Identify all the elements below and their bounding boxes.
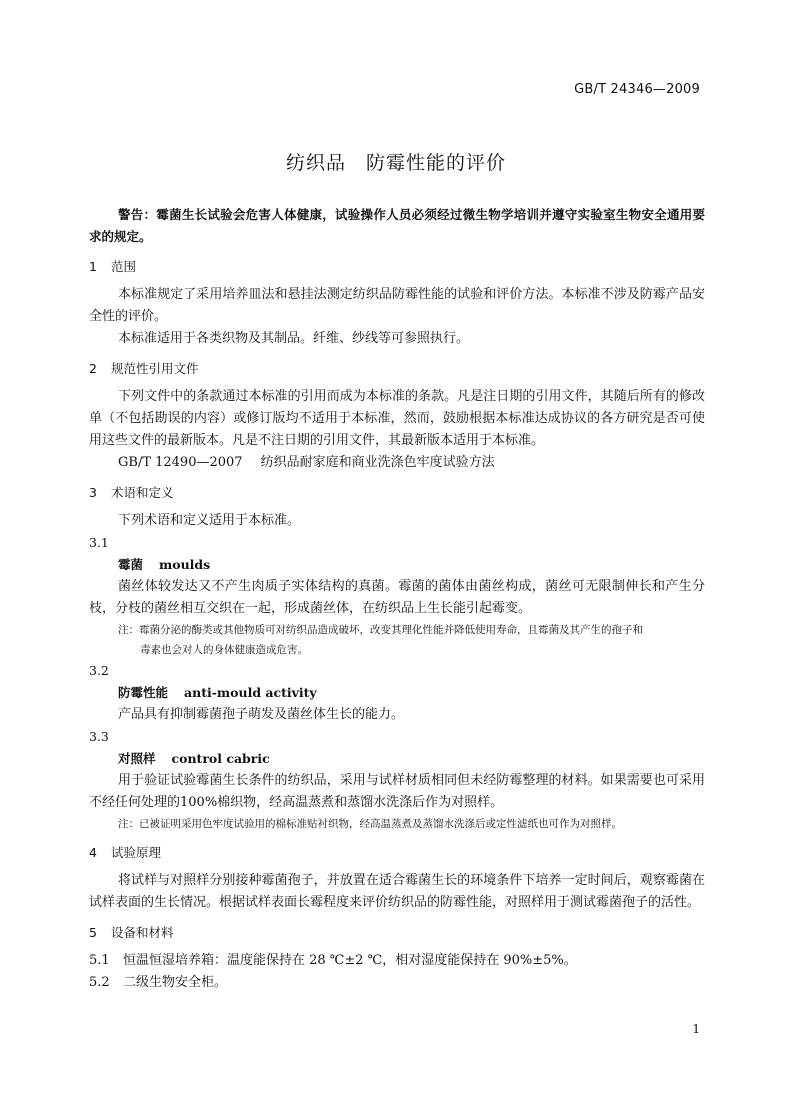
section-1-paragraph-2: 本标准适用于各类织物及其制品。纤维、纱线等可参照执行。 (118, 331, 470, 346)
item-5-2-text: 二级生物安全柜。 (123, 975, 228, 990)
term-3-2-zh: 防霉性能 (118, 685, 169, 700)
term-3-3-definition: 用于验证试验霉菌生长条件的纺织品，采用与试样材质相同但未经防霉整理的材料。如果需要也可采用不经任何处理的100%棉织物，经高温蒸煮和蒸馏水洗涤后作为对照样。 (89, 773, 705, 810)
term-3-3-zh: 对照样 (118, 751, 156, 766)
section-4-title: 试验原理 (111, 845, 162, 860)
item-5-2 (89, 972, 705, 994)
section-4-heading (89, 842, 705, 864)
term-3-2-number: 3.2 (89, 663, 109, 678)
page-title: 纺织品 防霉性能的评价 (285, 152, 506, 174)
section-3-number: 3 (89, 485, 97, 500)
page-number: 1 (692, 1022, 700, 1036)
section-5-number: 5 (89, 925, 97, 940)
note-label: 注： (118, 624, 139, 636)
normative-reference (118, 452, 705, 474)
section-2-heading (89, 358, 705, 380)
section-1-number: 1 (89, 259, 97, 274)
term-3-3-name (118, 748, 705, 770)
section-3-title: 术语和定义 (111, 485, 174, 500)
item-5-1-number: 5.1 (89, 953, 110, 968)
section-2-paragraph-1: 下列文件中的条款通过本标准的引用而成为本标准的条款。凡是注日期的引用文件，其随后所有的修改单（不包括勘误的内容）或修订版均不适用于本标准，然而，鼓励根据本标准达成协议的各方研究是否可使用这些文件的最新版本。凡是不注日期的引用文件，其最新版本适用于本标准。 (89, 389, 705, 448)
reference-code: GB/T 12490—2007 (118, 455, 243, 470)
term-3-2-name (118, 682, 705, 704)
section-1-paragraph-1: 本标准规定了采用培养皿法和悬挂法测定纺织品防霉性能的试验和评价方法。本标准不涉及防霉产品安全性的评价。 (89, 287, 705, 324)
term-3-2-en: anti-mould activity (184, 685, 317, 700)
term-3-2-definition: 产品具有抑制霉菌孢子萌发及菌丝体生长的能力。 (118, 707, 405, 722)
term-3-3-number: 3.3 (89, 729, 109, 744)
term-3-3-en: control cabric (171, 751, 270, 766)
term-3-1-number: 3.1 (89, 535, 109, 550)
term-3-1-note (89, 620, 705, 640)
standard-code: GB/T 24346—2009 (574, 82, 700, 97)
item-5-1 (89, 950, 705, 972)
term-3-1-note-line-2: 毒素也会对人的身体健康造成危害。 (140, 644, 308, 656)
section-5-heading (89, 922, 705, 944)
section-1-heading (89, 256, 705, 278)
item-5-2-number: 5.2 (89, 975, 110, 990)
term-3-1-note-line-1: 霉菌分泌的酶类或其他物质可对纺织品造成破坏，改变其理化性能并降低使用寿命，且霉菌及其产生的孢子和 (139, 624, 643, 636)
section-4-paragraph-1: 将试样与对照样分别接种霉菌孢子，并放置在适合霉菌生长的环境条件下培养一定时间后，观察霉菌在试样表面的生长情况。根据试样表面长霉程度来评价纺织品的防霉性能，对照样用于测试霉菌孢子的活性。 (89, 873, 705, 910)
reference-title: 纺织品耐家庭和商业洗涤色牢度试验方法 (260, 455, 495, 470)
document-body (89, 204, 705, 994)
section-2-number: 2 (89, 361, 97, 376)
section-4-number: 4 (89, 845, 97, 860)
warning-text: 警告：霉菌生长试验会危害人体健康，试验操作人员必须经过微生物学培训并遵守实验室生物安全通用要求的规定。 (89, 207, 705, 244)
section-3-heading (89, 482, 705, 504)
section-5-title: 设备和材料 (111, 925, 174, 940)
item-5-1-text: 恒温恒湿培养箱：温度能保持在 28 ℃±2 ℃，相对湿度能保持在 90%±5%。 (123, 953, 577, 968)
term-3-1-name (118, 554, 705, 576)
section-1-title: 范围 (111, 259, 137, 274)
term-3-3-note (89, 814, 705, 834)
term-3-3-note-line-1: 已被证明采用色牢度试验用的棉标准贴衬织物，经高温蒸煮及蒸馏水洗涤后或定性滤纸也可作为对照样。 (139, 818, 622, 830)
term-3-1-zh: 霉菌 (118, 557, 144, 572)
term-3-1-en: moulds (159, 557, 211, 572)
term-3-1-definition: 菌丝体较发达又不产生肉质子实体结构的真菌。霉菌的菌体由菌丝构成，菌丝可无限制伸长和产生分枝，分枝的菌丝相互交织在一起，形成菌丝体，在纺织品上生长能引起霉变。 (89, 579, 705, 616)
section-2-title: 规范性引用文件 (111, 361, 199, 376)
note-label: 注： (118, 818, 139, 830)
section-3-intro: 下列术语和定义适用于本标准。 (118, 513, 301, 528)
